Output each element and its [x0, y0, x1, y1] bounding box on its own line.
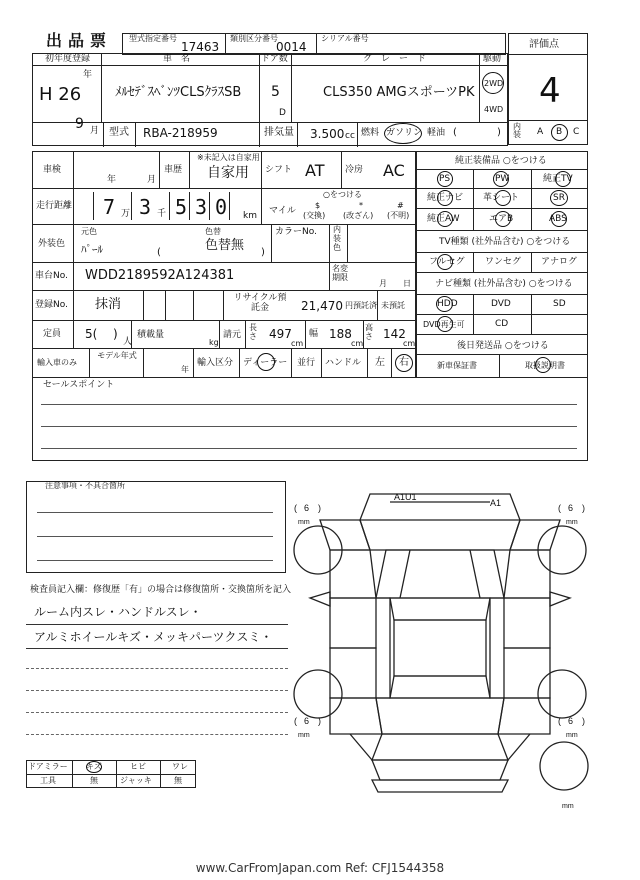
- equip-aw: 純正AW: [427, 214, 460, 224]
- nav-title: ナビ種類 (社外品含む) ○をつける: [435, 279, 573, 289]
- serial-number-label: シリアル番号: [321, 34, 369, 43]
- car-damage-diagram: [290, 480, 590, 820]
- drive-2wd-circle: [482, 72, 504, 94]
- door-count: 5: [271, 84, 280, 100]
- accessory-table: [26, 760, 196, 788]
- orig-color-value: ﾊﾟｰﾙ: [81, 243, 103, 256]
- tools-value: 無: [90, 776, 98, 785]
- outer-color-label: 外装色: [38, 239, 66, 249]
- fuel-label: 燃料: [361, 128, 380, 138]
- tire-front-right-value: 6: [568, 503, 574, 513]
- reg-value: 抹消: [95, 297, 122, 312]
- mileage-opt2-sym: *: [359, 201, 363, 210]
- mileage-opt1: (交換): [303, 211, 326, 220]
- capacity-close: ): [113, 327, 118, 341]
- inner-color-label: 内装色: [333, 225, 341, 252]
- equip-leather: 革シート: [483, 193, 520, 203]
- tire-rear-left-value: 6: [304, 716, 310, 726]
- history-note: ※未記入は自家用: [197, 153, 260, 162]
- year-unit: 年: [83, 70, 93, 80]
- vehicle-details-block: [32, 151, 416, 378]
- tire-front-left-mm: mm: [298, 519, 310, 526]
- equipment-block: [416, 151, 588, 378]
- model-label: 型式: [109, 127, 129, 138]
- tire-front-left-bracket-close: ): [318, 503, 321, 513]
- sales-point-block: [32, 377, 588, 461]
- door-label: ドア数: [261, 54, 288, 64]
- tire-rear-right-mm: mm: [566, 732, 578, 739]
- ac-value: AC: [383, 161, 405, 180]
- nav-sd: SD: [553, 299, 566, 309]
- mileage-digit-1: 7: [103, 195, 116, 219]
- load-unit: kg: [209, 338, 219, 347]
- mileage-km: km: [243, 211, 257, 221]
- history-value: 自家用: [207, 165, 249, 181]
- nav-dvd-play: DVD再生可: [423, 320, 465, 329]
- equip-airbag: エアB: [489, 214, 514, 224]
- handle-left: 左: [375, 357, 385, 368]
- history-label: 車歴: [164, 165, 183, 175]
- length-label: 長さ: [249, 323, 257, 341]
- recycle-label: リサイクル預託金: [233, 293, 287, 313]
- mileage-digit-2: 3: [139, 195, 152, 219]
- drive-label: 駆動: [483, 54, 502, 64]
- equip-sr: SR: [553, 193, 565, 203]
- model-year-label: モデル年式: [97, 351, 137, 360]
- tire-rear-right-bracket-open: (: [558, 716, 561, 726]
- recycle-value: 21,470: [301, 299, 343, 313]
- capacity-label: 定員: [43, 329, 62, 339]
- import-dealer: ディーラー: [243, 358, 288, 368]
- form-title: 出品票: [46, 31, 113, 50]
- handle-right-circle: [395, 354, 413, 372]
- tire-front-left-bracket-open: (: [294, 503, 297, 513]
- mileage-opt2: (改ざん): [343, 211, 374, 220]
- mileage-opt3: (不明): [387, 211, 410, 220]
- shift-label: シフト: [265, 165, 293, 175]
- jack-value: 無: [174, 776, 182, 785]
- capacity-unit: 人: [123, 337, 133, 347]
- equip-abs-circle: [551, 211, 567, 227]
- handle-label: ハンドル: [325, 358, 362, 368]
- nav-cd: CD: [495, 319, 509, 329]
- th-break: ワレ: [172, 762, 188, 771]
- scratch-circle: [86, 761, 102, 773]
- later-warranty: 新車保証書: [437, 361, 477, 370]
- equip-airbag-circle: [495, 211, 511, 227]
- name-change-month: 月: [379, 279, 387, 288]
- category-number-label: 類別区分番号: [230, 34, 278, 43]
- shaken-month: 月: [147, 175, 157, 185]
- displacement-unit: cc: [345, 131, 355, 141]
- color-paren-left: (: [157, 247, 161, 258]
- length-unit: cm: [291, 339, 304, 348]
- equip-navi-circle: [437, 190, 453, 206]
- mileage-digit-4: 3: [195, 195, 208, 219]
- notes-block: [26, 481, 286, 573]
- color-paren-right: ): [261, 247, 265, 258]
- length-value: 497: [269, 327, 292, 341]
- th-door-mirror: ドアミラー: [28, 762, 68, 771]
- load-label: 積載量: [137, 330, 165, 340]
- th-crack: ヒビ: [130, 762, 146, 771]
- model-value: RBA-218959: [143, 126, 218, 140]
- score-value: 4: [539, 71, 561, 111]
- watermark-text: www.CarFromJapan.com Ref: CFJ1544358: [195, 861, 445, 875]
- equip-navi: 純正ナビ: [427, 193, 464, 203]
- recycle-unpaid: 未預託: [381, 301, 405, 310]
- tire-rear-right-bracket-close: ): [582, 716, 585, 726]
- later-manual: 取扱説明書: [525, 361, 565, 370]
- inspector-note: 検査員記入欄：修復歴「有」の場合は修復箇所・交換箇所を記入: [30, 585, 292, 595]
- shift-value: AT: [305, 161, 325, 180]
- vin-label: 車台No.: [35, 271, 68, 281]
- tire-rear-left-mm: mm: [298, 732, 310, 739]
- vin-value: WDD2189592A124381: [85, 268, 235, 283]
- current-color-label: 色替: [205, 227, 221, 236]
- inspector-line-1: ルーム内スレ・ハンドルスレ・: [34, 605, 202, 619]
- jack-label: ジャッキ: [120, 776, 152, 785]
- sales-point-label: セールスポイント: [43, 380, 115, 390]
- tire-rear-right-value: 6: [568, 716, 574, 726]
- height-value: 142: [383, 327, 406, 341]
- type-number-label: 型式指定番号: [129, 34, 177, 43]
- category-number-value: 0014: [276, 40, 307, 54]
- mileage-man: 万: [121, 209, 131, 219]
- mileage-label: 走行距離: [36, 201, 73, 211]
- import-dealer-circle: [257, 353, 275, 371]
- fuel-gasoline: ガソリン: [386, 128, 423, 138]
- mileage-digit-5: 0: [215, 195, 228, 219]
- interior-grade-b: B: [556, 127, 563, 137]
- grade-value: CLS350 AMGスポーツPK: [323, 85, 475, 100]
- tire-front-right-bracket-open: (: [558, 503, 561, 513]
- damage-mark-1: A1U1: [394, 492, 417, 502]
- import-class-label: 輸入区分: [197, 358, 234, 368]
- mileage-opt1-sym: $: [315, 201, 321, 210]
- width-value: 188: [329, 327, 352, 341]
- tire-rear-left-bracket-close: ): [318, 716, 321, 726]
- width-label: 幅: [309, 329, 319, 339]
- tv-oneseg: ワンセグ: [485, 257, 522, 267]
- equip-pw-circle: [493, 171, 509, 187]
- name-change-day: 日: [403, 279, 411, 288]
- first-reg-month: 9: [75, 116, 84, 132]
- first-reg-year: H 26: [39, 84, 82, 105]
- tire-front-right-mm: mm: [566, 519, 578, 526]
- import-parallel: 並行: [297, 358, 316, 368]
- ac-label: 冷房: [345, 165, 364, 175]
- nav-hdd: HDD: [437, 299, 458, 309]
- type-number-box: [122, 33, 226, 55]
- score-box: [508, 33, 588, 145]
- month-unit: 月: [90, 126, 100, 136]
- score-label: 評価点: [529, 39, 559, 50]
- inspector-line-2: アルミホイールキズ・メッキパーツクスミ・: [34, 630, 273, 644]
- mileage-sen: 千: [157, 209, 167, 219]
- equipment-title: 純正装備品 ○をつける: [455, 156, 547, 166]
- import-label: 輸入車のみ: [37, 358, 77, 367]
- interior-label: 内装: [513, 122, 521, 140]
- recycle-unit: 円預託済: [345, 301, 377, 310]
- category-number-box: [225, 33, 317, 55]
- capacity-value: 5(: [85, 327, 98, 341]
- first-reg-label: 初年度登録: [45, 54, 91, 64]
- shaken-label: 車検: [43, 165, 62, 175]
- mileage-opt3-sym: #: [397, 201, 404, 210]
- height-label: 高さ: [365, 323, 373, 341]
- nav-hdd-circle: [436, 296, 453, 312]
- equip-aw-circle: [437, 211, 453, 227]
- serial-number-box: [316, 33, 506, 55]
- equip-tv: 純正TV: [543, 174, 573, 184]
- displacement-label: 排気量: [264, 127, 294, 138]
- notes-label: 注意事項・不具合箇所: [45, 481, 125, 490]
- car-name-value: ﾒﾙｾﾃﾞｽﾍﾞﾝﾂCLSｸﾗｽSB: [115, 85, 242, 100]
- name-change-label: 名変期限: [332, 264, 348, 282]
- later-manual-circle: [535, 357, 551, 373]
- equip-sr-circle: [550, 190, 568, 206]
- tire-rear-left-bracket-open: (: [294, 716, 297, 726]
- tire-front-left-value: 6: [304, 503, 310, 513]
- equip-tv-circle: [555, 171, 571, 187]
- current-color-value: 色替無: [205, 238, 245, 253]
- tire-front-right-bracket-close: ): [582, 503, 585, 513]
- height-unit: cm: [403, 339, 416, 348]
- equip-abs: ABS: [549, 214, 567, 224]
- drive-2wd: 2WD: [484, 79, 504, 88]
- mileage-digit-3: 5: [175, 195, 188, 219]
- interior-grade-a: A: [537, 127, 544, 137]
- mileage-circle-note: ○をつける: [323, 190, 362, 199]
- fuel-gasoline-circle: [384, 123, 422, 144]
- equip-pw: PW: [495, 174, 510, 184]
- mile-label: マイル: [269, 206, 296, 216]
- nav-dvd: DVD: [491, 299, 511, 309]
- door-unit: D: [279, 108, 286, 118]
- width-unit: cm: [351, 339, 364, 348]
- model-year-unit: 年: [181, 365, 189, 374]
- later-title: 後日発送品 ○をつける: [457, 341, 549, 351]
- tv-analog: アナログ: [541, 257, 578, 267]
- handle-right: 右: [399, 357, 409, 368]
- reg-label: 登録No.: [35, 300, 68, 310]
- equip-ps-circle: [437, 171, 453, 187]
- car-info-block: 初年度登録 車 名 ドア数 グ レ ー ド 駆動 年 H 26 9 月 ﾒﾙｾﾃﾞｽﾍﾞﾝﾂCLSｸﾗｽSB 5 D CLS350 AMGスポーツPK 2WD 4WD 型式 RBA-218959 排気量 3.500 cc 燃料 ガソリン 軽油 ( ): [32, 53, 508, 146]
- light-oil-label: 軽油: [427, 128, 446, 138]
- grade-label: グ レ ー ド: [363, 54, 427, 64]
- type-number-value: 17463: [181, 40, 220, 54]
- displacement-value: 3.500: [310, 127, 345, 141]
- damage-mark-2: A1: [490, 498, 502, 508]
- interior-b-circle: [551, 124, 568, 141]
- color-no-label: カラーNo.: [275, 227, 317, 237]
- interior-grade-c: C: [573, 127, 580, 137]
- tv-title: TV種類 (社外品含む) ○をつける: [439, 237, 571, 247]
- car-name-label: 車 名: [163, 54, 191, 64]
- tools-label: 工具: [40, 776, 56, 785]
- nav-dvd-play-circle: [437, 316, 453, 332]
- drive-4wd: 4WD: [484, 105, 504, 114]
- shaken-year: 年: [107, 175, 117, 185]
- spare-tire-mm: mm: [562, 803, 574, 810]
- fee-label: 請元: [223, 330, 242, 340]
- equip-ps: PS: [439, 174, 451, 184]
- tv-fullseg-circle: [437, 254, 453, 270]
- equip-leather-circle: [495, 190, 511, 206]
- orig-color-label: 元色: [81, 227, 97, 236]
- tv-fullseg: フルセグ: [429, 257, 465, 267]
- th-scratch: キズ: [86, 762, 102, 771]
